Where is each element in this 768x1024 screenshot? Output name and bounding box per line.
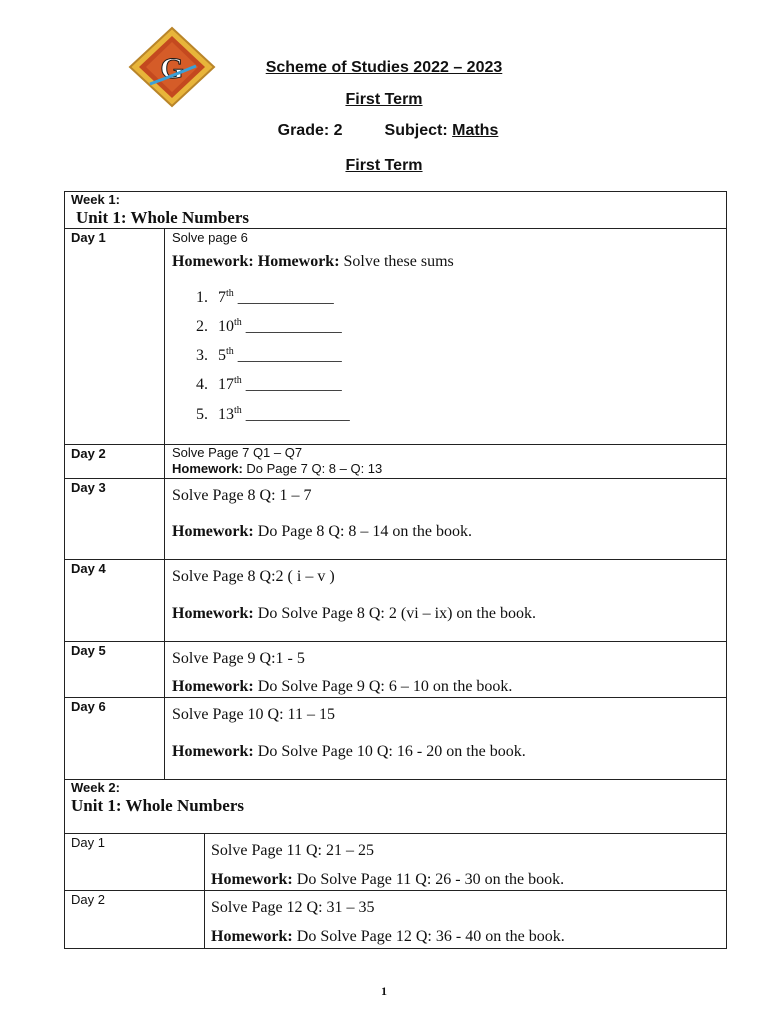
grade-subject-line bbox=[4, 122, 768, 140]
week1-day5-label: Day 5 bbox=[71, 643, 106, 658]
page-number: 1 bbox=[381, 984, 387, 998]
week1-day6-homework bbox=[172, 743, 526, 761]
week1-day4-homework bbox=[172, 605, 536, 623]
week1-day1-homework bbox=[172, 253, 454, 271]
week1-day4-label: Day 4 bbox=[71, 561, 106, 576]
week2-unit: Unit 1: Whole Numbers bbox=[71, 796, 244, 815]
homework-prefix: Homework: bbox=[172, 605, 254, 622]
homework-text: Do Solve Page 9 Q: 6 – 10 on the book. bbox=[253, 678, 513, 695]
week1-day3-label: Day 3 bbox=[71, 480, 106, 495]
homework-prefix: Homework: bbox=[211, 928, 293, 945]
week1-day6-task: Solve Page 10 Q: 11 – 15 bbox=[172, 706, 335, 723]
homework-text: Do Solve Page 10 Q: 16 - 20 on the book. bbox=[253, 743, 526, 760]
week1-day1-label: Day 1 bbox=[71, 230, 106, 245]
week2-day2-task: Solve Page 12 Q: 31 – 35 bbox=[211, 899, 375, 916]
week2-day1-task: Solve Page 11 Q: 21 – 25 bbox=[211, 842, 374, 859]
week1-day5-task: Solve Page 9 Q:1 - 5 bbox=[172, 650, 305, 667]
homework-prefix: Homework: bbox=[211, 871, 293, 888]
homework-text: Solve these sums bbox=[339, 253, 454, 270]
week1-unit: Unit 1: Whole Numbers bbox=[76, 208, 249, 227]
week2-label: Week 2: bbox=[71, 780, 120, 795]
homework-prefix: Homework: bbox=[172, 678, 254, 695]
homework-text: Do Solve Page 8 Q: 2 (vi – ix) on the book. bbox=[253, 605, 536, 622]
week1-day3-homework bbox=[172, 523, 472, 541]
logo-letter: G bbox=[160, 52, 184, 85]
homework-prefix: Homework: bbox=[172, 523, 254, 540]
homework-text: Do Solve Page 12 Q: 36 - 40 on the book. bbox=[292, 928, 565, 945]
homework-text: Do Page 8 Q: 8 – 14 on the book. bbox=[253, 523, 472, 540]
week1-day2-label: Day 2 bbox=[71, 446, 106, 461]
week2-day1-label: Day 1 bbox=[71, 835, 105, 850]
list-item: 1. 7th ____________ bbox=[196, 288, 334, 306]
grade-label: Grade: 2 bbox=[277, 122, 343, 139]
homework-prefix: Homework: Homework: bbox=[172, 253, 340, 270]
term-heading: First Term bbox=[345, 91, 423, 108]
week1-day1-task: Solve page 6 bbox=[172, 230, 248, 245]
week2-day2-label: Day 2 bbox=[71, 892, 105, 907]
subject-value: Maths bbox=[452, 122, 499, 139]
week2-day2-homework bbox=[211, 928, 565, 946]
week1-day4-task: Solve Page 8 Q:2 ( i – v ) bbox=[172, 568, 335, 585]
week1-day2-task: Solve Page 7 Q1 – Q7 bbox=[172, 445, 303, 460]
week1-day2-homework bbox=[172, 461, 382, 476]
week1-day3-task: Solve Page 8 Q: 1 – 7 bbox=[172, 487, 312, 504]
list-item: 4. 17th ____________ bbox=[196, 375, 342, 393]
homework-prefix: Homework: bbox=[172, 743, 254, 760]
week1-label: Week 1: bbox=[71, 192, 120, 207]
homework-prefix: Homework: bbox=[172, 461, 243, 476]
homework-text: Do Solve Page 11 Q: 26 - 30 on the book. bbox=[292, 871, 565, 888]
week2-day1-homework bbox=[211, 871, 564, 889]
list-item: 3. 5th _____________ bbox=[196, 346, 342, 364]
subject-label: Subject: bbox=[384, 122, 448, 139]
list-item: 2. 10th ____________ bbox=[196, 317, 342, 335]
term-heading-2: First Term bbox=[345, 157, 423, 174]
week1-day6-label: Day 6 bbox=[71, 699, 106, 714]
page-title: Scheme of Studies 2022 – 2023 bbox=[265, 59, 503, 76]
week1-day5-homework bbox=[172, 678, 512, 696]
homework-text: Do Page 7 Q: 8 – Q: 13 bbox=[242, 461, 383, 476]
list-item: 5. 13th _____________ bbox=[196, 405, 350, 423]
